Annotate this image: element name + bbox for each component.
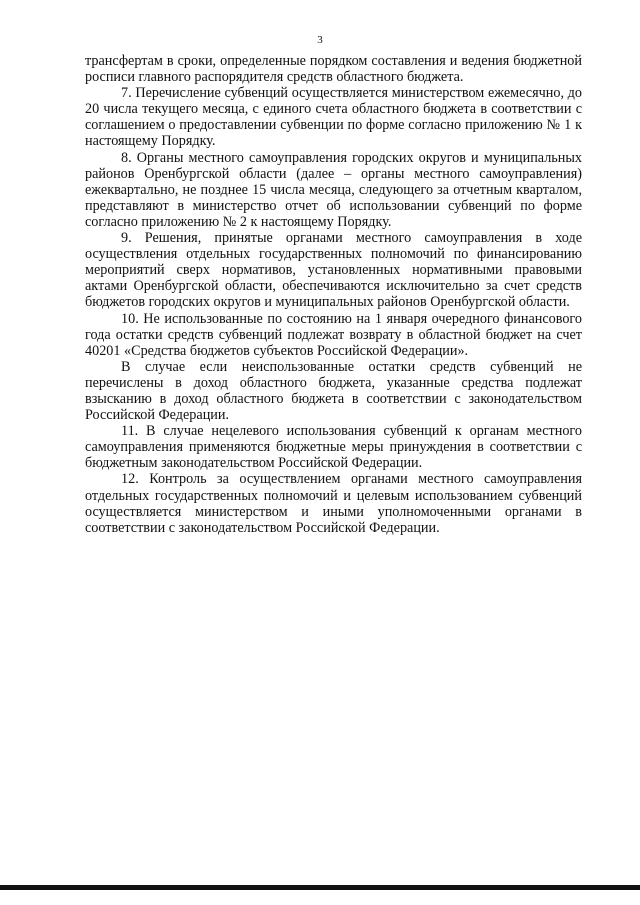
paragraph-7-transfer-of-subventions: 7. Перечисление субвенций осуществляется министерством ежемесячно, до 20 числа текущего месяца, с единого счета областного бюджета в соответствии с соглашением о предоставлении субвенции по форме согласно приложению № 1 к настоящему Порядку. (85, 85, 582, 150)
paragraph-8-quarterly-report: 8. Органы местного самоуправления городских округов и муниципальных районов Оренбургской области (далее – органы местного самоуправления) ежеквартально, не позднее 15 числа месяца, следующего за отчетным кварталом, представляют в министерство отчет об использовании субвенций по форме согласно приложению № 2 к настоящему Порядку. (85, 149, 582, 230)
paragraph-10-recovery: В случае если неиспользованные остатки средств субвенций не перечислены в доход областного бюджета, указанные средства подлежат взысканию в доход областного бюджета в соответствии с законодательством Российской Федерации. (85, 358, 582, 424)
paragraph-continuation: трансфертам в сроки, определенные порядком составления и ведения бюджетной росписи главного распорядителя средств областного бюджета. (85, 53, 582, 86)
paragraph-10-unused-balances: 10. Не использованные по состоянию на 1 января очередного финансового года остатки средств субвенций подлежат возврату в областной бюджет на счет 40201 «Средства бюджетов субъектов Российской Федерации». (85, 310, 582, 359)
paragraph-11-misuse: 11. В случае нецелевого использования субвенций к органам местного самоуправления применяются бюджетные меры принуждения в соответствии с бюджетным законодательством Российской Федерации. (85, 423, 582, 472)
paragraph-9-decisions-financing: 9. Решения, принятые органами местного самоуправления в ходе осуществления отдельных государственных полномочий по финансированию мероприятий сверх нормативов, установленных нормативными правовыми актами Оренбургской области, обеспечиваются исключительно за счет средств бюджетов городских округов и муниципальных районов Оренбургской области. (85, 230, 582, 311)
paragraph-12-control: 12. Контроль за осуществлением органами местного самоуправления отдельных государственных полномочий и целевым использованием субвенций осуществляется министерством и иными уполномоченными органами в соответствии с законодательством Российской Федерации. (85, 471, 582, 536)
bottom-border-line (0, 885, 640, 890)
document-body (85, 53, 582, 536)
page-number: 3 (317, 34, 323, 46)
